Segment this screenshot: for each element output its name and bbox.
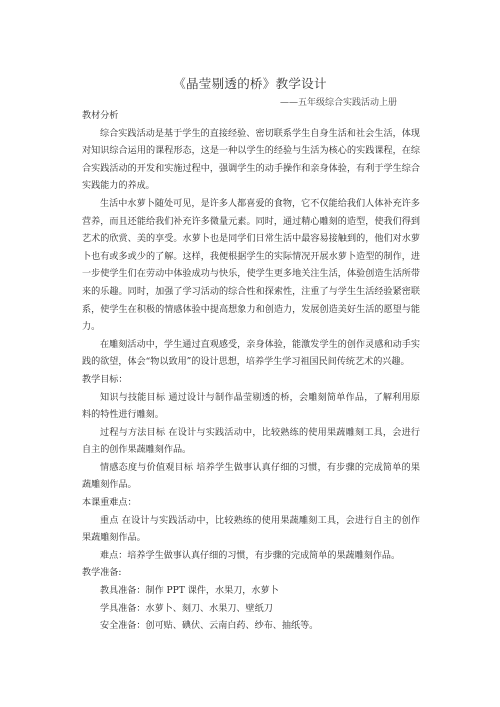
document-body (82, 108, 420, 636)
paragraph: 在雕刻活动中，学生通过直观感受，亲身体验，能激发学生的创作灵感和动手实践的欲望，体会“物以致用”的设计思想，培养学生学习祖国民间传统艺术的兴趣。 (82, 339, 420, 368)
key-point: 重点 在设计与实践活动中，比较熟练的使用果蔬雕刻工具，会进行自主的创作果蔬雕刻作品。 (82, 515, 420, 544)
difficult-point: 难点：培养学生做事认真仔细的习惯，有步骤的完成简单的果蔬雕刻作品。 (100, 550, 401, 561)
paragraph: 综合实践活动是基于学生的直接经验、密切联系学生自身生活和社会生活，体现对知识综合运用的课程形态，这是一种以学生的经验与生活为核心的实践课程，在综合实践活动的开发和实施过程中，强调学生的动手操作和亲身体验，有利于学生综合实践能力的养成。 (82, 128, 420, 192)
goal-knowledge: 知识与技能目标 通过设计与制作晶莹剔透的桥，会雕刻简单作品，了解利用原料的特性进行雕刻。 (82, 392, 420, 421)
prep-safety: 安全准备：创可贴、碘伏、云南白药、纱布、抽纸等。 (100, 621, 319, 632)
document-subtitle: ——五年级综合实践活动上册 (280, 98, 398, 108)
section-heading-analysis: 教材分析 (82, 111, 119, 121)
prep-teacher: 教具准备：制作 PPT 课件，水果刀，水萝卜 (100, 586, 279, 597)
section-heading-preparation: 教学准备: (82, 568, 122, 579)
goal-process: 过程与方法目标 在设计与实践活动中，比较熟练的使用果蔬雕刻工具，会进行自主的创作果蔬雕刻作品。 (82, 427, 420, 456)
prep-student: 学具准备：水萝卜、刻刀、水果刀、壁纸刀 (100, 603, 273, 614)
goal-emotion: 情感态度与价值观目标 培养学生做事认真仔细的习惯，有步骤的完成简单的果蔬雕刻作品。 (82, 462, 420, 491)
document-title: 《晶莹剔透的桥》教学设计 (173, 76, 327, 91)
paragraph: 生活中水萝卜随处可见，是许多人都喜爱的食物，它不仅能给我们人体补充许多营养，而且还能给我们补充许多微量元素。同时，通过精心雕刻的造型，使我们得到艺术的欣赏、美的享受。水萝卜也是同学们日常生活中最容易接触到的，他们对水萝卜也有或多或少的了解。这样，我便根据学生的实际情况开展水萝卜造型的制作，进一步使学生们在劳动中体验成功与快乐，使学生更多地关注生活，体验创造生活所带来的乐趣。同时，加强了学习活动的综合性和探索性，注重了与学生生活经验紧密联系，使学生在积极的情感体验中提高想象力和创造力，发展创造美好生活的愿望与能力。 (82, 198, 420, 333)
section-heading-key-points: 本课重难点： (82, 498, 137, 509)
section-heading-goals: 教学目标： (82, 374, 128, 385)
